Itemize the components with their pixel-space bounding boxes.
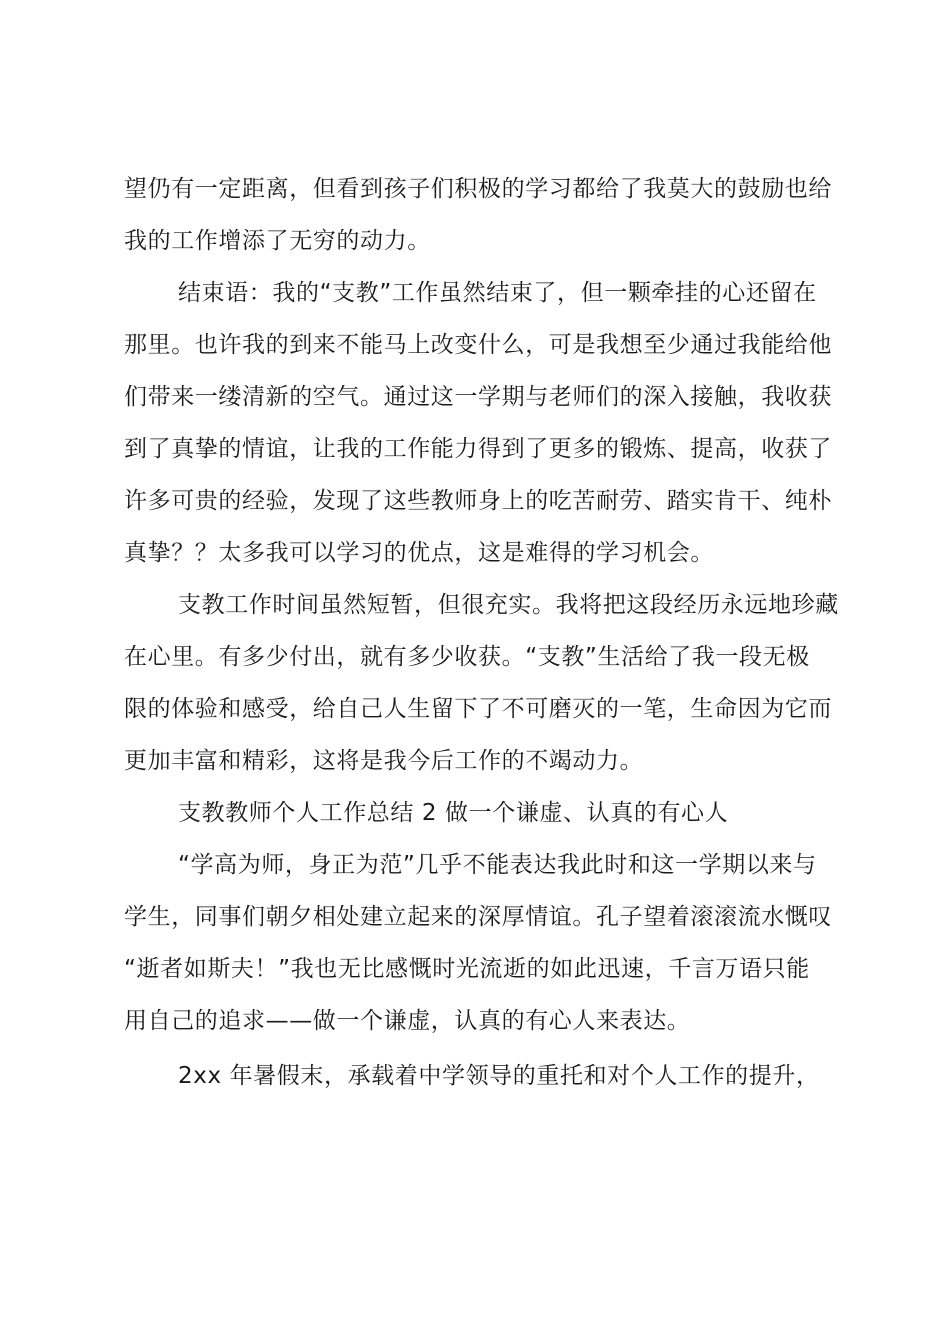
text-line-10: 在心里。有多少付出，就有多少收获。“支教”生活给了我一段无极 — [124, 644, 810, 670]
text-line-5: 们带来一缕清新的空气。通过这一学期与老师们的深入接触，我收获 — [124, 384, 832, 410]
text-line-17: 用自己的追求——做一个谦虚，认真的有心人来表达。 — [124, 1008, 691, 1034]
text-line-16: “逝者如斯夫！”我也无比感慨时光流逝的如此迅速，千言万语只能 — [124, 956, 810, 982]
text-line-15: 学生，同事们朝夕相处建立起来的深厚情谊。孔子望着滚滚流水慨叹 — [124, 904, 832, 930]
text-line-4: 那里。也许我的到来不能马上改变什么，可是我想至少通过我能给他 — [124, 332, 832, 358]
text-line-9: 支教工作时间虽然短暂，但很充实。我将把这段经历永远地珍藏 — [178, 592, 839, 618]
text-line-12: 更加丰富和精彩，这将是我今后工作的不竭动力。 — [124, 748, 644, 774]
text-line-14: “学高为师，身正为范”几乎不能表达我此时和这一学期以来与 — [178, 852, 817, 878]
text-line-8: 真挚？？太多我可以学习的优点，这是难得的学习机会。 — [124, 540, 714, 566]
text-line-3: 结束语：我的“支教”工作虽然结束了，但一颗牵挂的心还留在 — [178, 280, 817, 306]
text-line-6: 到了真挚的情谊，让我的工作能力得到了更多的锻炼、提高，收获了 — [124, 436, 832, 462]
text-line-1: 望仍有一定距离，但看到孩子们积极的学习都给了我莫大的鼓励也给 — [124, 176, 832, 202]
section-heading: 支教教师个人工作总结 2 做一个谦虚、认真的有心人 — [178, 800, 729, 826]
text-line-7: 许多可贵的经验，发现了这些教师身上的吃苦耐劳、踏实肯干、纯朴 — [124, 488, 832, 514]
text-line-18: 2xx 年暑假末，承载着中学领导的重托和对个人工作的提升， — [178, 1063, 820, 1089]
text-line-11: 限的体验和感受，给自己人生留下了不可磨灭的一笔，生命因为它而 — [124, 696, 832, 722]
text-line-2: 我的工作增添了无穷的动力。 — [124, 228, 431, 254]
